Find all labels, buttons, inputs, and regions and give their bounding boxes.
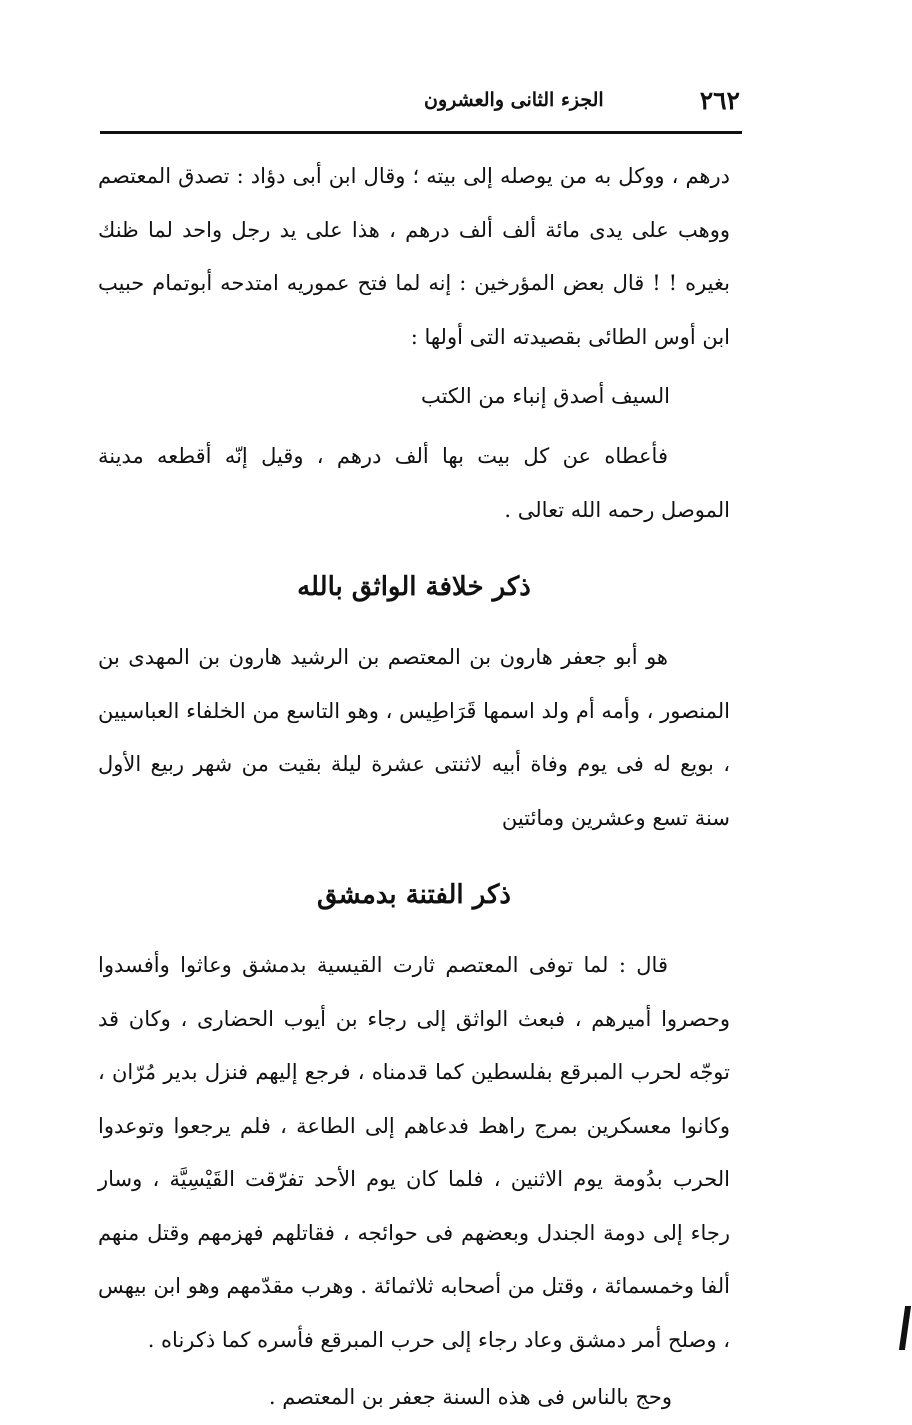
closing-line: وحج بالناس فى هذه السنة جعفر بن المعتصم . [268,1385,672,1409]
page-edge-mark [899,1306,911,1350]
paragraph: درهم ، ووكل به من يوصله إلى بيته ؛ وقال ابن أبى دؤاد : تصدق المعتصم ووهب على يدى مائة ألف ألف درهم ، هذا على يد رجل واحد لما ظنك بغيره ! ! قال بعض المؤرخين : إنه لما فتح عموريه امتدحه أبوتمام حبيب ابن أوس الطائى بقصيدته التى أولها : [98,164,731,349]
header-rule [100,131,742,134]
section-heading: ذكر خلافة الواثق بالله [297,572,531,602]
verse-line: السيف أصدق إنباء من الكتب [420,384,670,408]
page-number: ٢٦٢ [699,85,740,115]
section-heading: ذكر الفتنة بدمشق [316,880,512,910]
page-body [98,150,730,1425]
paragraph: قال : لما توفى المعتصم ثارت القيسية بدمشق وعاثوا وأفسدوا وحصروا أميرهم ، فبعث الواثق إلى رجاء بن أيوب الحضارى ، وكان قد توجّه لحرب المبرقع بفلسطين كما قدمناه ، فرجع إليهم فنزل بدير مُرّان ، وكانوا معسكرين بمرج راهط فدعاهم إلى الطاعة ، فلم يرجعوا وتوعدوا الحرب بدُومة يوم الاثنين ، فلما كان يوم الأحد تفرّقت القَيْسِيَّة ، وسار رجاء إلى دومة الجندل وبعضهم فى حوائجه ، فقاتلهم فهزمهم وقتل منهم ألفا وخمسمائة ، وقتل من أصحابه ثلاثمائة . وهرب مقدّمهم وهو ابن بيهس ، وصلح أمر دمشق وعاد رجاء إلى حرب المبرقع فأسره كما ذكرناه . [98,953,730,1352]
paragraph: هو أبو جعفر هارون بن المعتصم بن الرشيد هارون بن المهدى بن المنصور ، وأمه أم ولد اسمها قَرَاطِيس ، وهو التاسع من الخلفاء العباسيين ، بويع له فى يوم وفاة أبيه لاثنتى عشرة ليلة بقيت من شهر ربيع الأول سنة تسع وعشرين ومائتين [98,645,730,830]
paragraph: فأعطاه عن كل بيت بها ألف درهم ، وقيل إنّه أقطعه مدينة الموصل رحمه الله تعالى . [98,444,730,522]
running-title: الجزء الثانى والعشرون [424,89,604,111]
running-header [100,78,742,122]
